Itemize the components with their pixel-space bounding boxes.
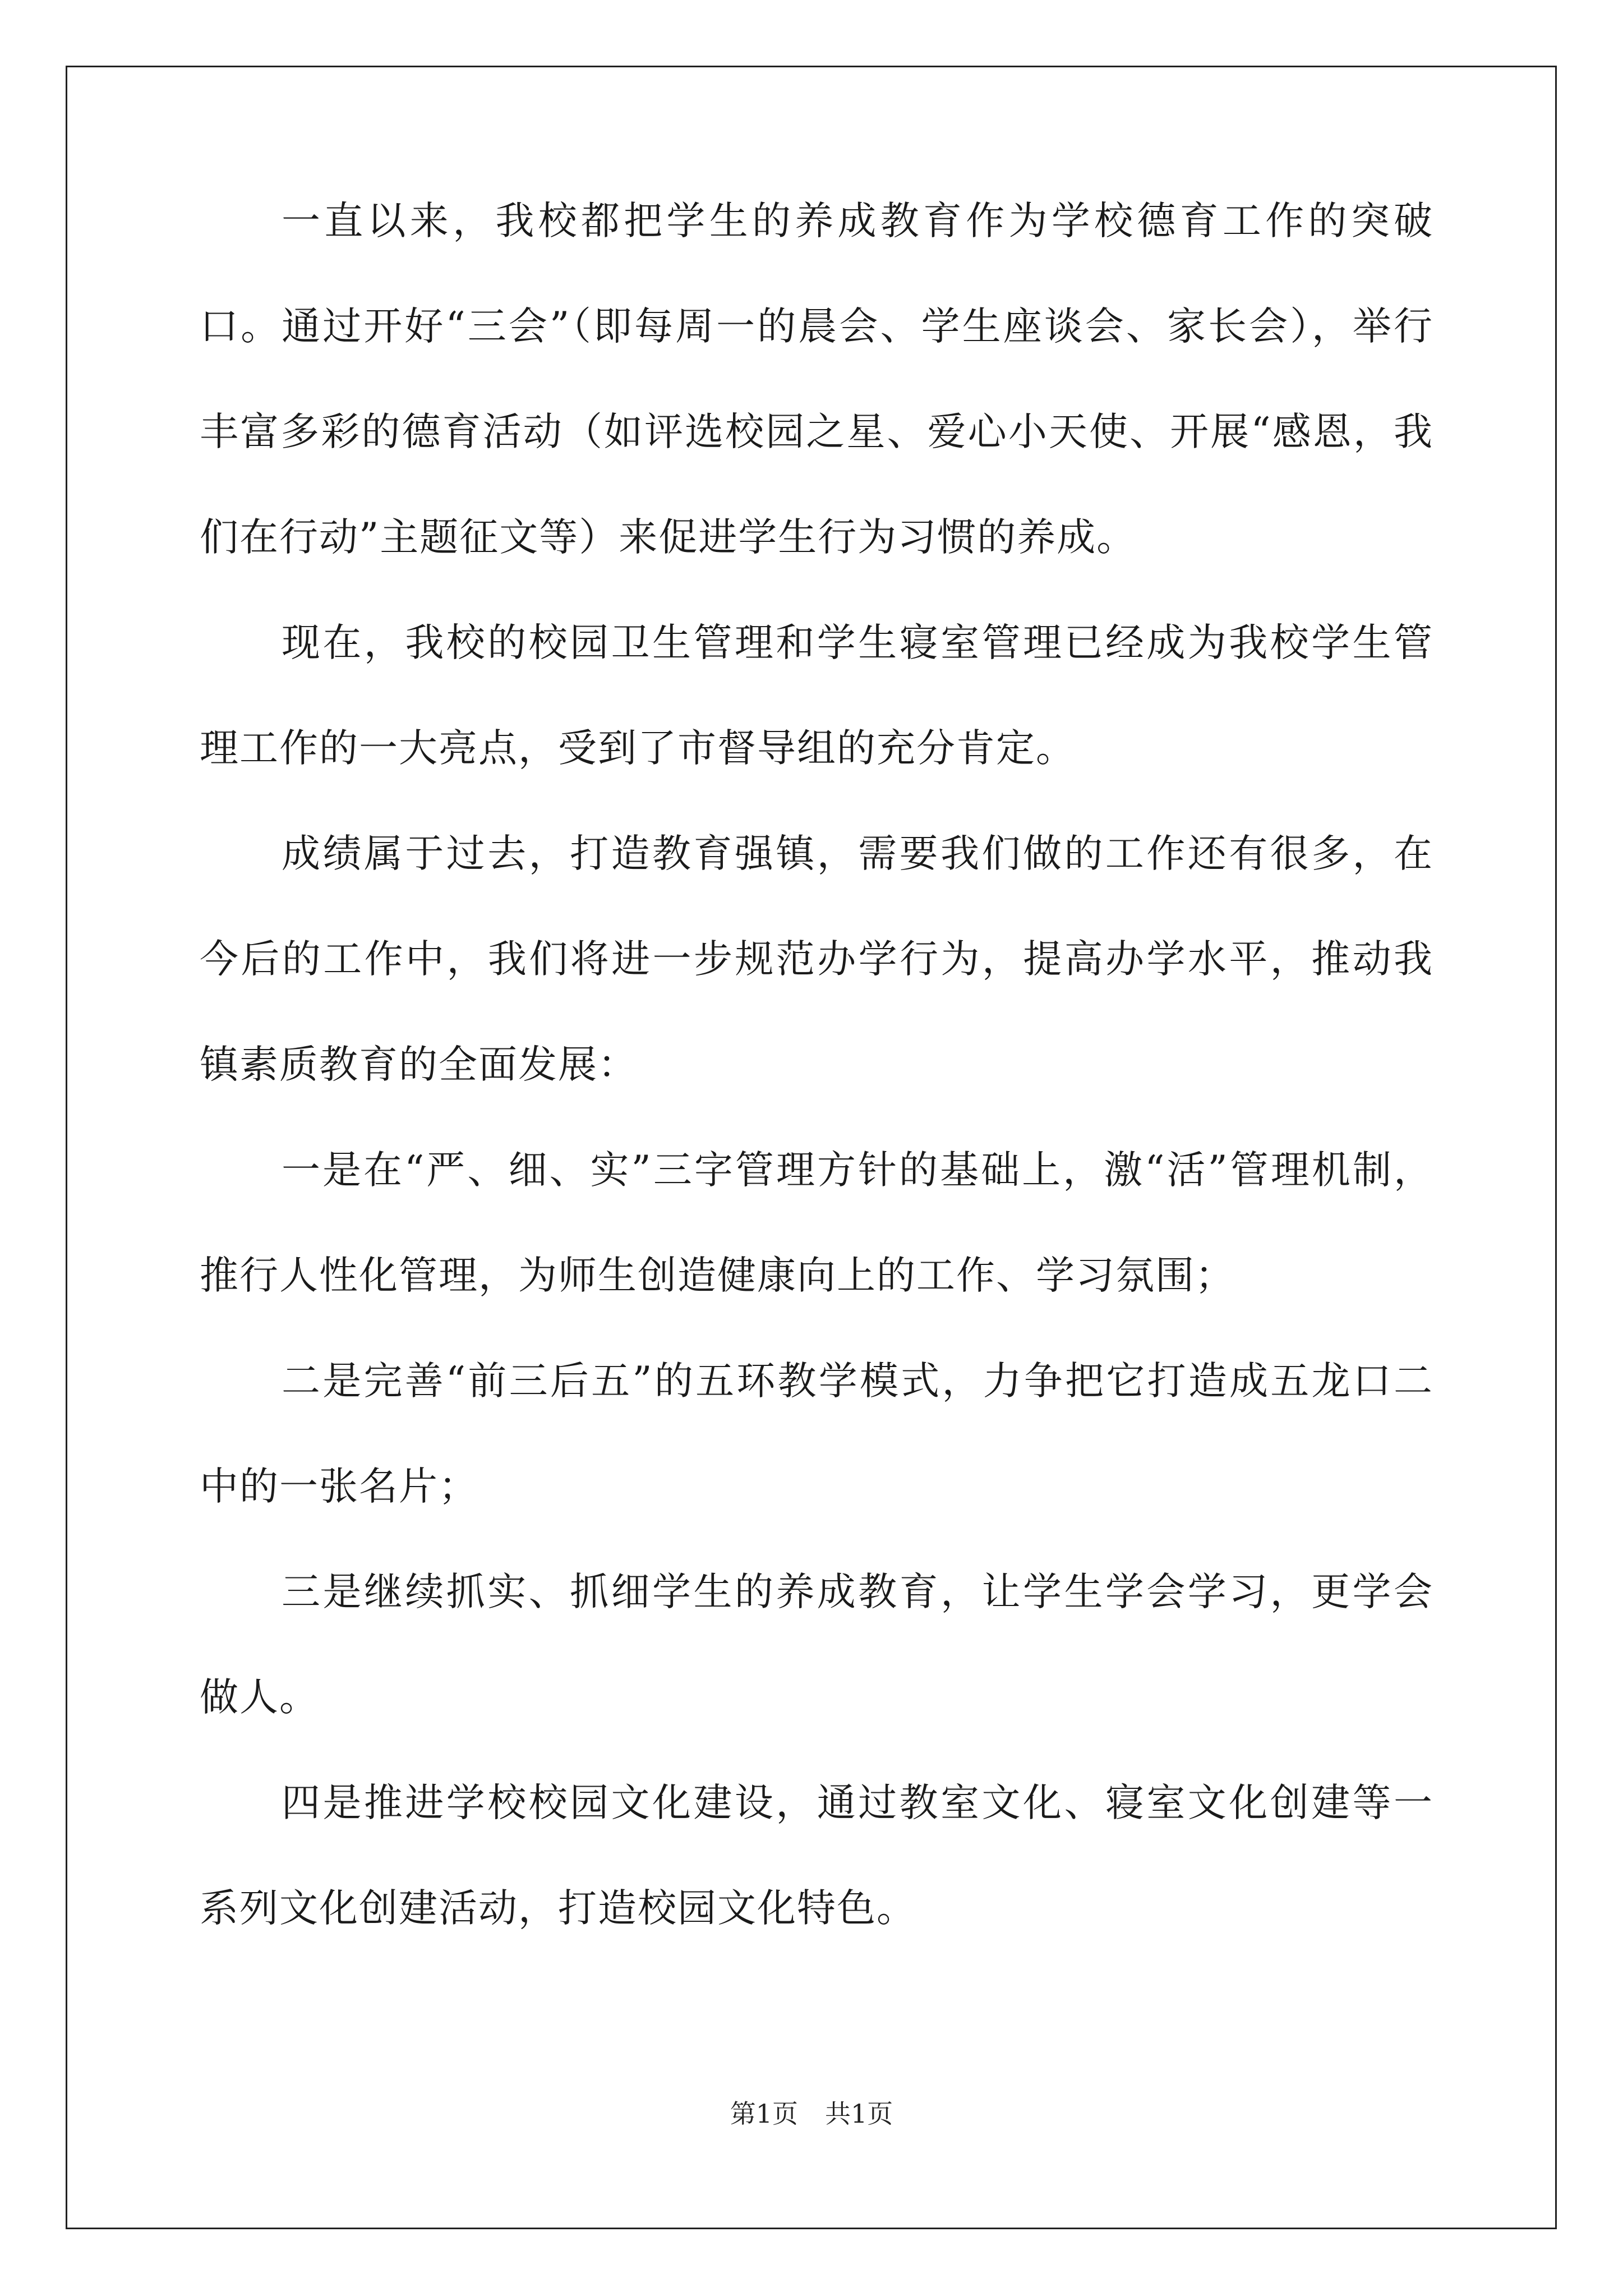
paragraph-2: 现在，我校的校园卫生管理和学生寝室管理已经成为我校学生管理工作的一大亮点，受到了市督导组的充分肯定。 [200,620,1433,771]
page-footer [0,2097,1623,2131]
paragraph-4: 一是在“严、细、实”三字管理方针的基础上，激“活”管理机制，推行人性化管理，为师生创造健康向上的工作、学习氛围； [200,1148,1433,1298]
paragraph-3: 成绩属于过去，打造教育强镇，需要我们做的工作还有很多，在今后的工作中，我们将进一步规范办学行为，提高办学水平，推动我镇素质教育的全面发展： [200,831,1433,1087]
paragraph-6: 三是继续抓实、抓细学生的养成教育，让学生学会学习，更学会做人。 [200,1570,1433,1720]
paragraph-7: 四是推进学校校园文化建设，通过教室文化、寝室文化创建等一系列文化创建活动，打造校园文化特色。 [200,1780,1433,1931]
paragraph-5: 二是完善“前三后五”的五环教学模式，力争把它打造成五龙口二中的一张名片； [200,1359,1433,1509]
page-number: 第1页 [730,2099,798,2129]
page-total: 共1页 [825,2099,893,2129]
document-body [200,168,1433,1961]
paragraph-1: 一直以来，我校都把学生的养成教育作为学校德育工作的突破口。通过开好“三会”（即每周一的晨会、学生座谈会、家长会），举行丰富多彩的德育活动（如评选校园之星、爱心小天使、开展“感恩，我们在行动”主题征文等）来促进学生行为习惯的养成。 [200,199,1433,560]
